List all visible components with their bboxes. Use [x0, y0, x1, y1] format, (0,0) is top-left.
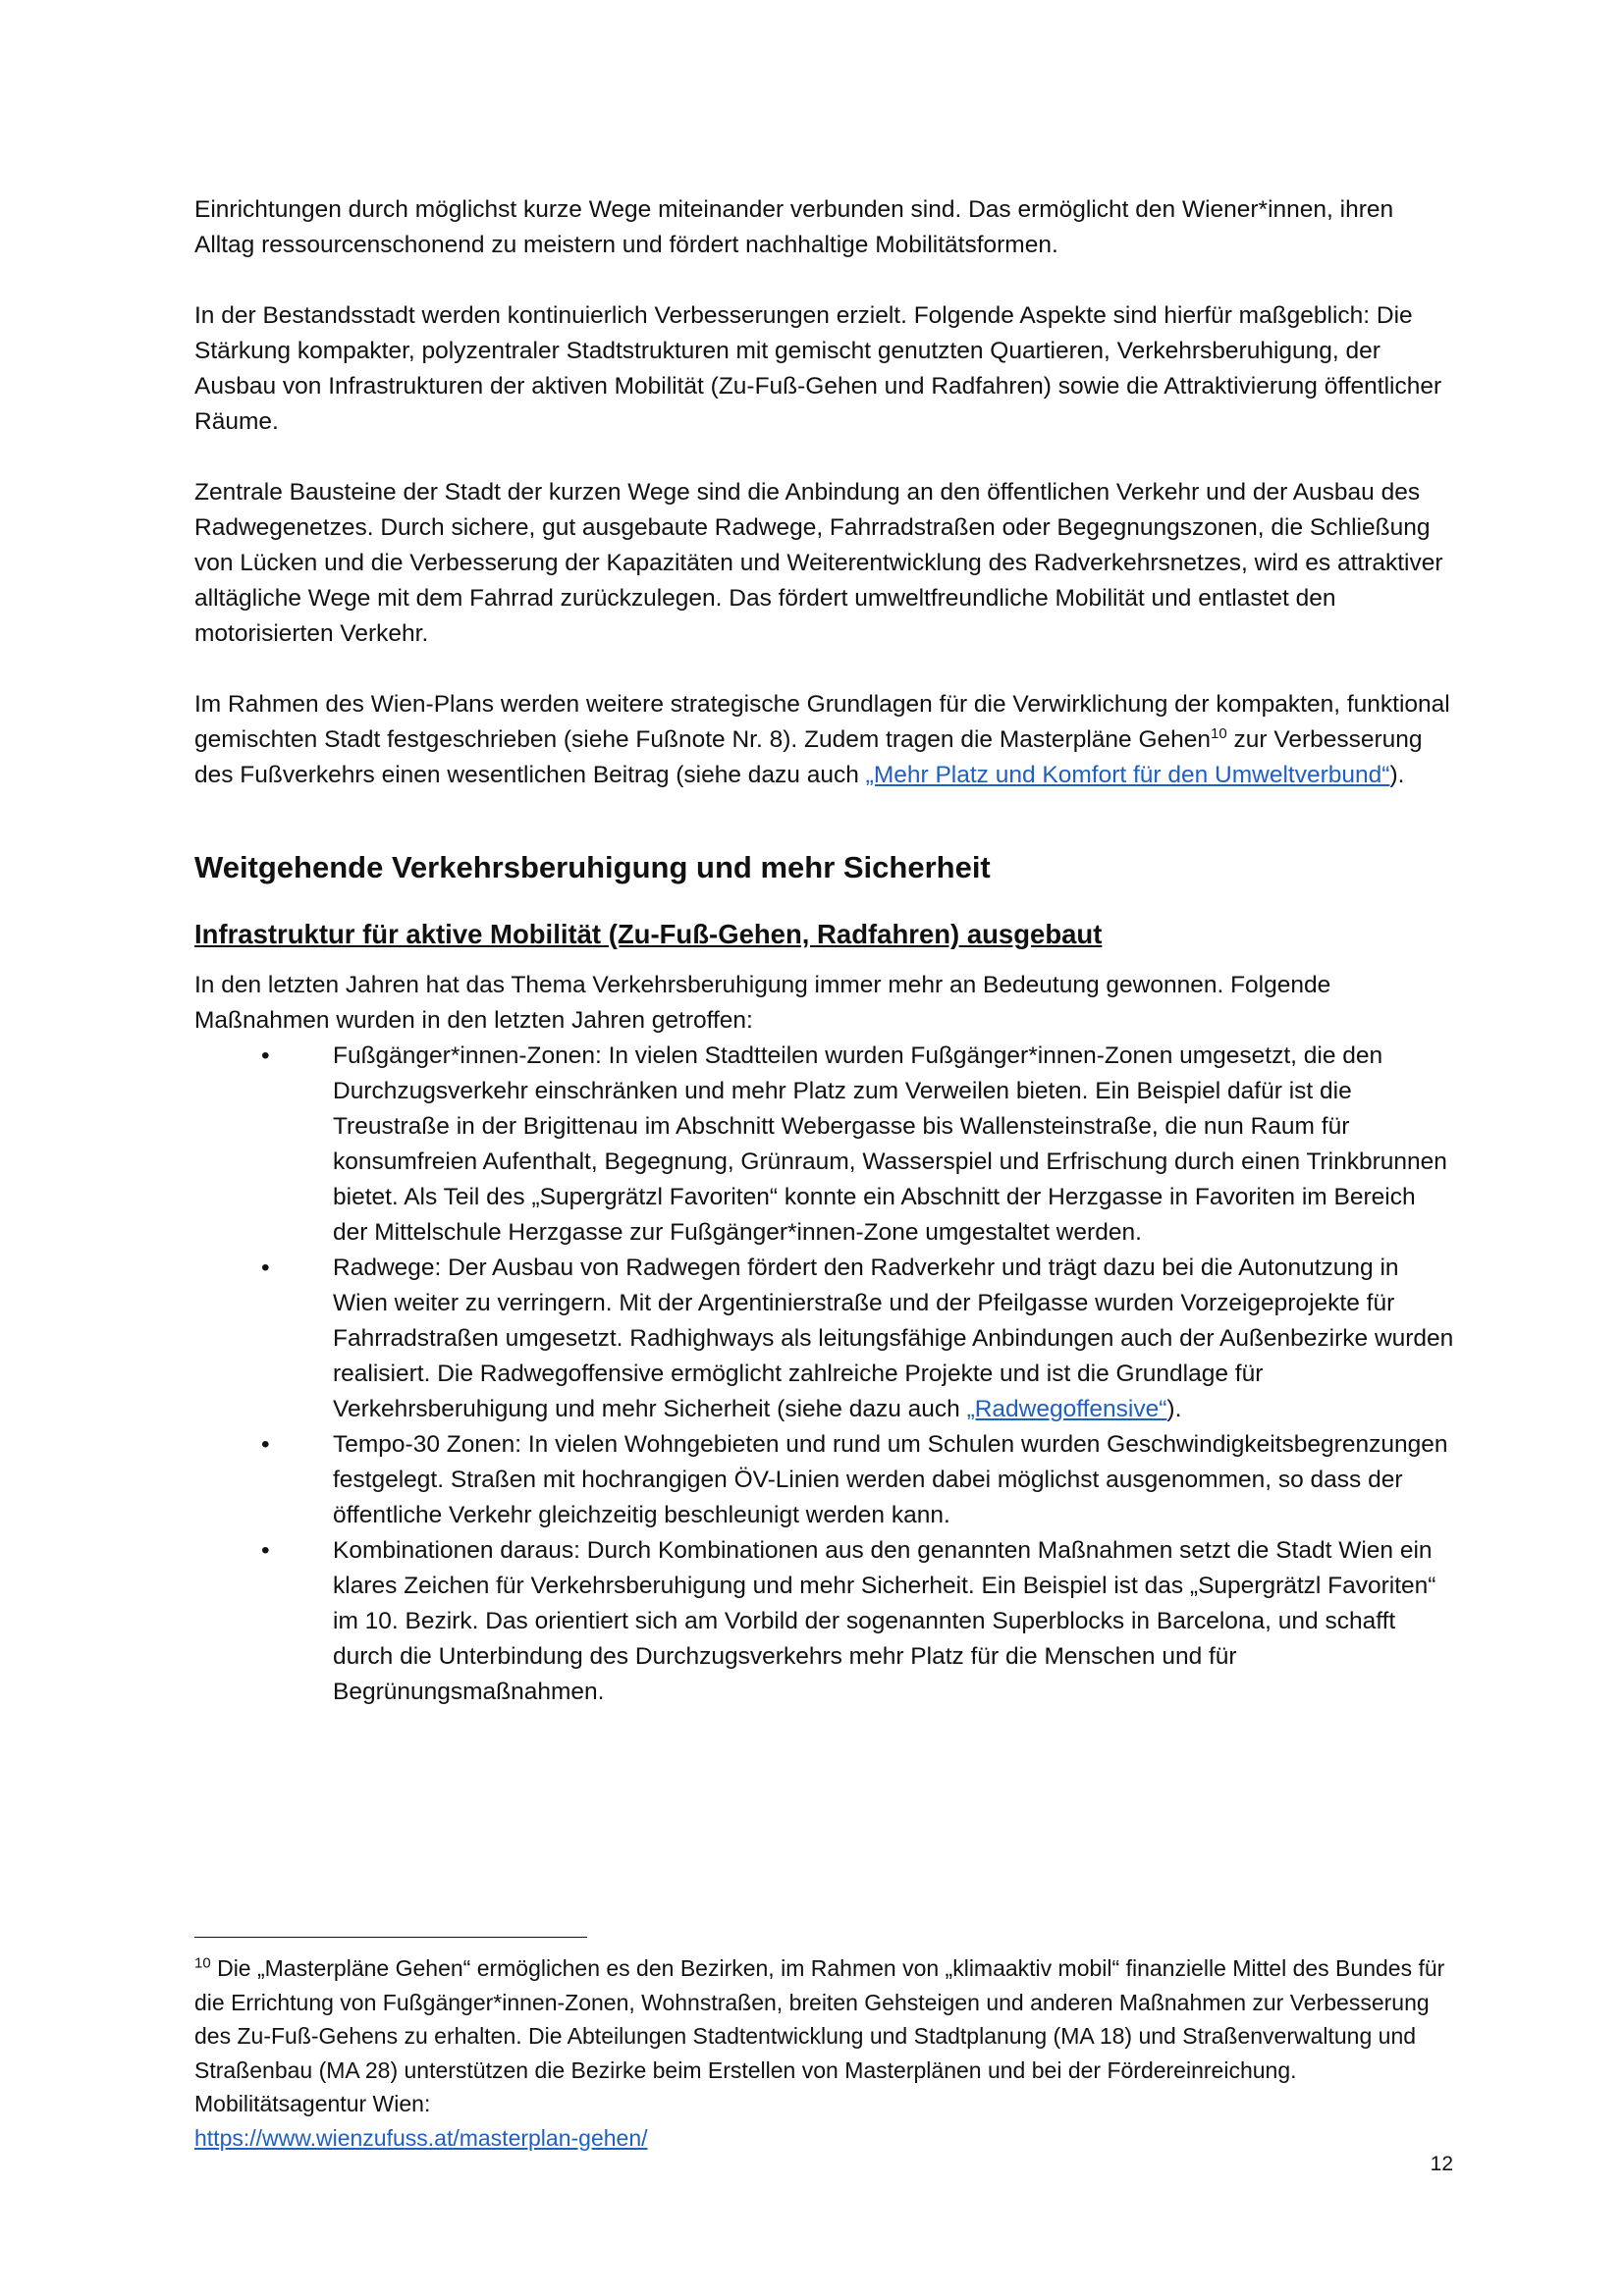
list-item-text: Radwege: Der Ausbau von Radwegen fördert den Radverkehr und trägt dazu bei die Autonutzung in Wien weiter zu verringern. Mit der Argentinierstraße und der Pfeilgasse wurden Vorzeigeprojekte für Fahrradstraßen umgesetzt. Radhighways als leitungsfähige Anbindungen auch der Außenbezirke wurden realisiert. Die Radwegoffensive ermöglicht zahlreiche Projekte und ist die Grundlage für Verkehrsberuhigung und mehr Sicherheit (siehe dazu auch — [333, 1255, 1454, 1422]
list-item-pedestrian-zones — [194, 1039, 1456, 1251]
link-radwegoffensive[interactable]: „Radwegoffensive“ — [966, 1396, 1167, 1422]
section-heading: Weitgehende Verkehrsberuhigung und mehr Sicherheit — [194, 850, 991, 884]
measures-list — [194, 1039, 1456, 1710]
paragraph-4-text-1: Im Rahmen des Wien-Plans werden weitere strategische Grundlagen für die Verwirklichung der kompakten, funktional gemischten Stadt festgeschrieben (siehe Fußnote Nr. 8). Zudem tragen die Masterpläne Gehen — [194, 691, 1450, 753]
footnote-number: 10 — [194, 1954, 211, 1972]
paragraph-4-text-3: ). — [1389, 762, 1405, 788]
list-item-text: Kombinationen daraus: Durch Kombinationen aus den genannten Maßnahmen setzt die Stadt Wien ein klares Zeichen für Verkehrsberuhigung und mehr Sicherheit. Ein Beispiel ist das „Supergrätzl Favoriten“ im 10. Bezirk. Das orientiert sich am Vorbild der sogenannten Superblocks in Barcelona, und schafft durch die Unterbindung des Durchzugsverkehrs mehr Platz für die Menschen und für Begrünungsmaßnahmen. — [333, 1537, 1436, 1705]
page-number: 12 — [1430, 2153, 1453, 2175]
bullet-icon: • — [261, 1431, 270, 1458]
list-item-tempo-30 — [194, 1427, 1456, 1533]
footnote-block — [194, 1951, 1456, 2155]
list-item-text: Fußgänger*innen-Zonen: In vielen Stadtteilen wurden Fußgänger*innen-Zonen umgesetzt, die den Durchzugsverkehr einschränken und mehr Platz zum Verweilen bieten. Ein Beispiel dafür ist die Treustraße in der Brigittenau im Abschnitt Webergasse bis Wallensteinstraße, die nun Raum für konsumfreien Aufenthalt, Begegnung, Grünraum, Wasserspiel und Erfrischung durch einen Trinkbrunnen bietet. Als Teil des „Supergrätzl Favoriten“ konnte ein Abschnitt der Herzgasse in Favoriten im Bereich der Mittelschule Herzgasse zur Fußgänger*innen-Zone umgestaltet werden. — [333, 1042, 1447, 1246]
bullet-icon: • — [261, 1537, 270, 1564]
list-item-suffix: ). — [1166, 1396, 1182, 1422]
footnote-body: Die „Masterpläne Gehen“ ermöglichen es den Bezirken, im Rahmen von „klimaaktiv mobil“ finanzielle Mittel des Bundes für die Errichtung von Fußgänger*innen-Zonen, Wohnstraßen, breiten Gehsteigen und anderen Maßnahmen zur Verbesserung des Zu-Fuß-Gehens zu erhalten. Die Abteilungen Stadtentwicklung und Stadtplanung (MA 18) und Straßenverwaltung und Straßenbau (MA 28) unterstützen die Bezirke beim Erstellen von Masterplänen und bei der Fördereinreichung. Mobilitätsagentur Wien: — [194, 1955, 1445, 2116]
paragraph-4-text-2: zur Verbesserung des Fußverkehrs einen wesentlichen Beitrag (siehe dazu auch — [194, 726, 1423, 788]
paragraph-1: Einrichtungen durch möglichst kurze Wege miteinander verbunden sind. Das ermöglicht den Wiener*innen, ihren Alltag ressourcenschonend zu meistern und fördert nachhaltige Mobilitätsformen. — [194, 196, 1394, 258]
paragraph-4 — [194, 687, 1456, 793]
bullet-icon: • — [261, 1042, 270, 1069]
footnote-divider — [194, 1937, 587, 1938]
list-item-text: Tempo-30 Zonen: In vielen Wohngebieten und rund um Schulen wurden Geschwindigkeitsbegrenzungen festgelegt. Straßen mit hochrangigen ÖV-Linien werden dabei möglichst ausgenommen, so dass der öffentliche Verkehr gleichzeitig beschleunigt werden kann. — [333, 1431, 1448, 1528]
intro-paragraph: In den letzten Jahren hat das Thema Verkehrsberuhigung immer mehr an Bedeutung gewonnen. Folgende Maßnahmen wurden in den letzten Jahren getroffen: — [194, 972, 1331, 1034]
bullet-icon: • — [261, 1255, 270, 1281]
paragraph-2: In der Bestandsstadt werden kontinuierlich Verbesserungen erzielt. Folgende Aspekte sind hierfür maßgeblich: Die Stärkung kompakter, polyzentraler Stadtstrukturen mit gemischt genutzten Quartieren, Verkehrsberuhigung, der Ausbau von Infrastrukturen der aktiven Mobilität (Zu-Fuß-Gehen und Radfahren) sowie die Attraktivierung öffentlicher Räume. — [194, 302, 1442, 435]
link-masterplan-gehen[interactable]: https://www.wienzufuss.at/masterplan-gehen/ — [194, 2124, 648, 2151]
footnote-ref[interactable]: 10 — [1211, 724, 1227, 742]
list-item-combinations — [194, 1533, 1456, 1710]
link-umweltverbund[interactable]: „Mehr Platz und Komfort für den Umweltverbund“ — [865, 762, 1390, 788]
paragraph-3: Zentrale Bausteine der Stadt der kurzen Wege sind die Anbindung an den öffentlichen Verkehr und der Ausbau des Radwegenetzes. Durch sichere, gut ausgebaute Radwege, Fahrradstraßen oder Begegnungszonen, die Schließung von Lücken und die Verbesserung der Kapazitäten und Weiterentwicklung des Radverkehrsnetzes, wird es attraktiver alltägliche Wege mit dem Fahrrad zurückzulegen. Das fördert umweltfreundliche Mobilität und entlastet den motorisierten Verkehr. — [194, 479, 1443, 647]
main-content — [194, 192, 1456, 1710]
footnote-text — [194, 1951, 1456, 2155]
list-item-bike-lanes — [194, 1251, 1456, 1427]
subheading: Infrastruktur für aktive Mobilität (Zu-Fuß-Gehen, Radfahren) ausgebaut — [194, 919, 1103, 949]
